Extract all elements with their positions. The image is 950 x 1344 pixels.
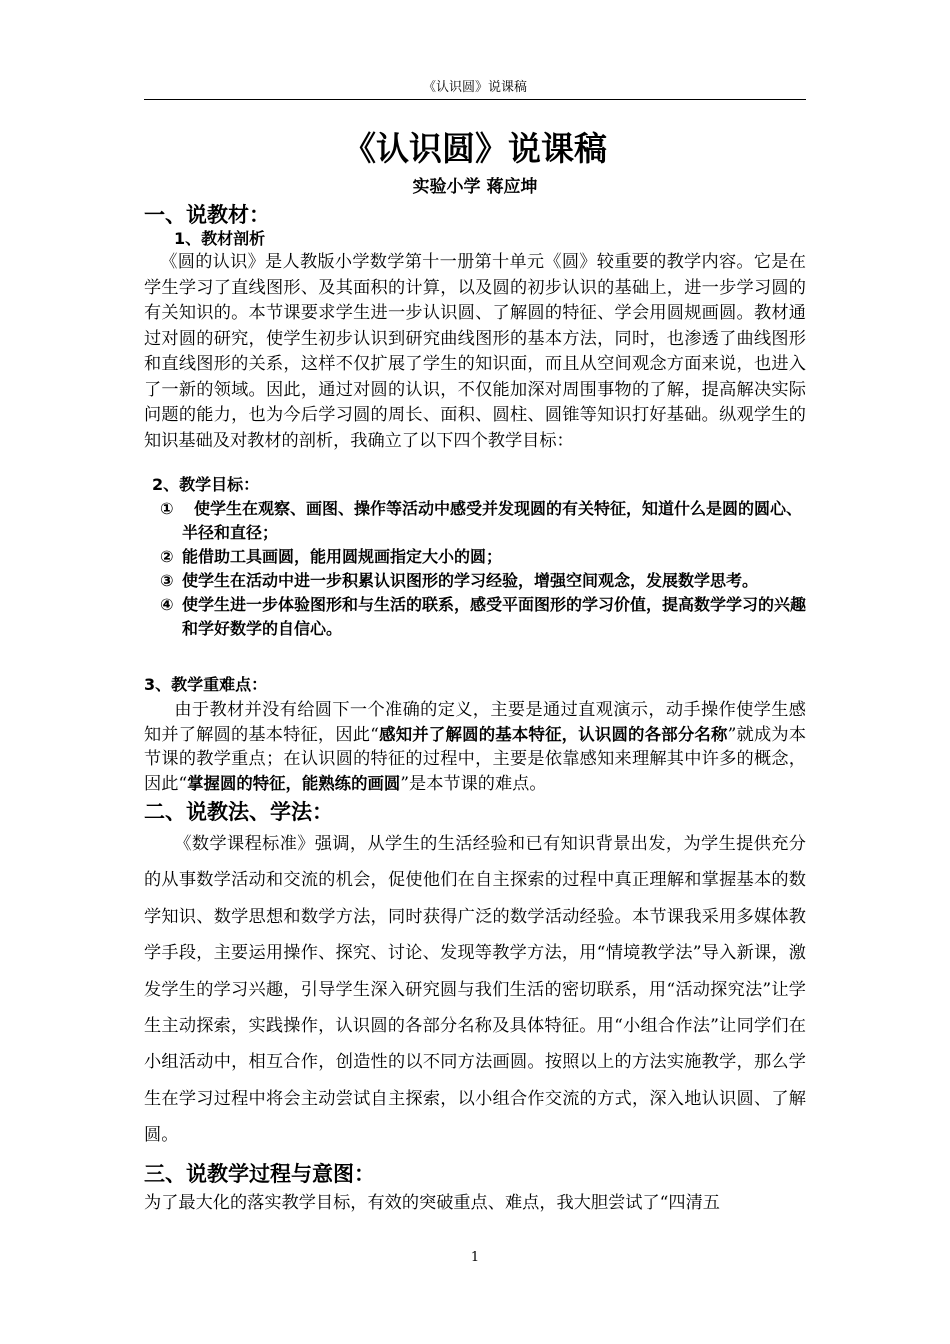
goal-item [160, 497, 810, 545]
goal-number: ① [160, 499, 174, 518]
goal-text: 能借助工具画圆，能用圆规画指定大小的圆； [182, 547, 503, 566]
difficulty-emphasis: 掌握圆的特征，能熟练的画圆 [187, 773, 401, 793]
teaching-goals-list [160, 497, 810, 641]
author-line: 实验小学 蒋应坤 [412, 177, 538, 197]
section-1-1-heading: 1、教材剖析 [174, 229, 266, 248]
section-1-1-paragraph: 《圆的认识》是人教版小学数学第十一册第十单元《圆》较重要的教学内容。它是在学生学习了直线图形、及其面积的计算，以及圆的初步认识的基础上，进一步学习圆的有关知识的。本节课要求学生进一步认识圆、了解圆的特征、学会用圆规画圆。教材通过对圆的研究，使学生初步认识到研究曲线图形的基本方法，同时，也渗透了曲线图形和直线图形的关系，这样不仅扩展了学生的知识面，而且从空间观念方面来说，也进入了一新的领域。因此，通过对圆的认识，不仅能加深对周围事物的了解，提高解决实际问题的能力，也为今后学习圆的周长、面积、圆柱、圆锥等知识打好基础。纵观学生的知识基础及对教材的剖析，我确立了以下四个教学目标： [144, 252, 806, 451]
section-1-2-heading: 2、教学目标： [152, 475, 260, 494]
running-header: 《认识圆》说课稿 [422, 80, 527, 95]
goal-item [160, 593, 810, 641]
goal-number: ③ [160, 571, 174, 590]
goal-text: 使学生在活动中进一步积累认识图形的学习经验，增强空间观念，发展数学思考。 [182, 571, 759, 590]
goal-text: 使学生进一步体验图形和与生活的联系，感受平面图形的学习价值，提高数学学习的兴趣和学好数学的自信心。 [182, 595, 807, 638]
goal-item [160, 545, 810, 569]
section-3-paragraph: 为了最大化的落实教学目标，有效的突破重点、难点，我大胆尝试了“四清五 [144, 1193, 720, 1213]
section-3-heading: 三、说教学过程与意图： [144, 1162, 375, 1186]
goal-number: ④ [160, 595, 174, 614]
section-1-3-heading: 3、教学重难点： [144, 675, 268, 694]
section-1-heading: 一、说教材： [144, 203, 270, 227]
section-2-heading: 二、说教法、学法： [144, 800, 333, 824]
goal-text: 使学生在观察、画图、操作等活动中感受并发现圆的有关特征，知道什么是圆的圆心、半径和直径； [182, 499, 803, 542]
goal-item [160, 569, 810, 593]
document-title: 《认识圆》说课稿 [343, 129, 607, 168]
key-point-emphasis: 感知并了解圆的基本特征，认识圆的各部分名称 [378, 724, 728, 744]
goal-number: ② [160, 547, 174, 566]
section-2-paragraph: 《数学课程标准》强调，从学生的生活经验和已有知识背景出发，为学生提供充分的从事数学活动和交流的机会，促使他们在自主探索的过程中真正理解和掌握基本的数学知识、数学思想和数学方法，同时获得广泛的数学活动经验。本节课我采用多媒体教学手段，主要运用操作、探究、讨论、发现等教学方法，用“情境教学法”导入新课，激发学生的学习兴趣，引导学生深入研究圆与我们生活的密切联系，用“活动探究法”让学生主动探索，实践操作，认识圆的各部分名称及具体特征。用“小组合作法”让同学们在小组活动中，相互合作，创造性的以不同方法画圆。按照以上的方法实施教学，那么学生在学习过程中将会主动尝试自主探索，以小组合作交流的方式，深入地认识圆、了解圆。 [144, 834, 806, 1146]
section-1-3-paragraph: 由于教材并没有给圆下一个准确的定义，主要是通过直观演示，动手操作使学生感知并了解圆的基本特征，因此“感知并了解圆的基本特征，认识圆的各部分名称”就成为本节课的教学重点；在认识圆的特征的过程中，主要是依靠感知来理解其中许多的概念，因此“掌握圆的特征，能熟练的画圆”是本节课的难点。 [144, 700, 807, 794]
header-rule [144, 99, 806, 100]
page-number: 1 [470, 1250, 480, 1265]
